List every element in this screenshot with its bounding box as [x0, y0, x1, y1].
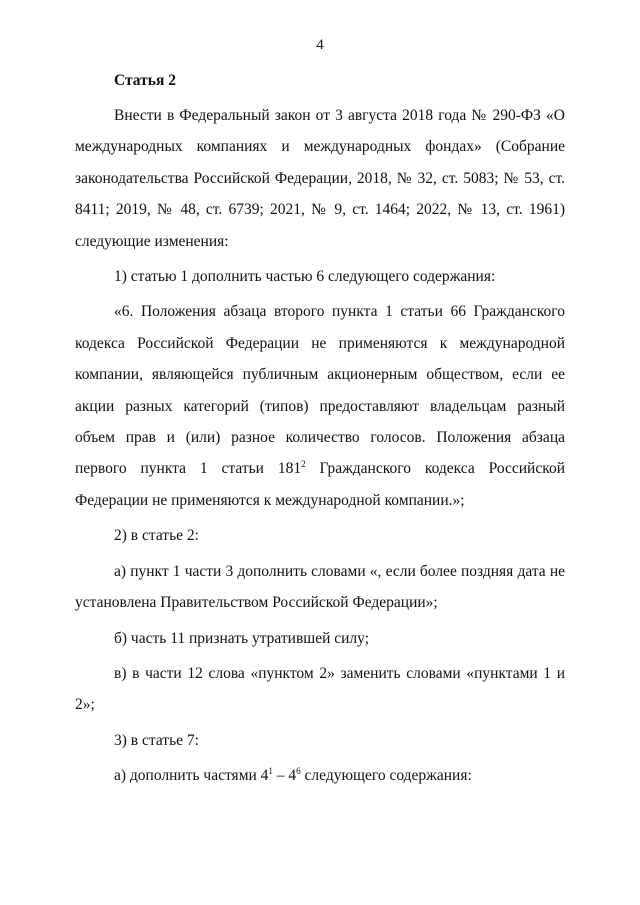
page-number: 4 — [316, 37, 324, 53]
part-6-superscript: 2 — [301, 459, 306, 470]
article-heading: Статья 2 — [114, 72, 176, 89]
paragraph-subitem-a-2 — [75, 760, 565, 791]
subitem-a-2-text-end: следующего содержания: — [300, 767, 472, 785]
subitem-a-2-superscript-2: 6 — [296, 766, 301, 777]
paragraph-item-2: 2) в статье 2: — [114, 527, 199, 545]
subitem-a-2-superscript-1: 1 — [268, 766, 273, 777]
paragraph-intro: Внести в Федеральный закон от 3 августа 2018 года № 290-ФЗ «О международных компаниях и международных фондах» (Собрание законодательства Российской Федерации, 2018, № 32, ст. 5083; № 53, ст. 8411; 2019, № 48, ст. 6739; 2021, № 9, ст. 1464; 2022, № 13, ст. 1961) следующие изменения: — [75, 107, 565, 250]
paragraph-subitem-v: в) в части 12 слова «пунктом 2» заменить словами «пунктами 1 и 2»; — [75, 664, 565, 714]
paragraph-item-3: 3) в статье 7: — [114, 731, 199, 749]
part-6-text-end: Гражданского кодекса Российской Федерации не применяются к международной компании.»; — [75, 460, 565, 509]
paragraph-part-6 — [75, 296, 565, 516]
document-body — [75, 66, 565, 796]
paragraph-subitem-b: б) часть 11 признать утратившей силу; — [114, 629, 370, 647]
part-6-text: «6. Положения абзаца второго пункта 1 статьи 66 Гражданского кодекса Российской Федерации не применяются к международной компании, являющейся публичным акционерным обществом, если ее акции разных категорий (типов) предоставляют владельцам разный объем прав и (или) разное количество голосов. Положения абзаца первого пункта 1 статьи 181 — [75, 303, 565, 478]
paragraph-item-1: 1) статью 1 дополнить частью 6 следующего содержания: — [114, 268, 496, 286]
subitem-a-2-dash: – 4 — [272, 767, 297, 785]
subitem-a-2-text: а) дополнить частями 4 — [114, 767, 269, 785]
paragraph-subitem-a: а) пункт 1 части 3 дополнить словами «, если более поздняя дата не установлена Правительством Российской Федерации»; — [75, 562, 565, 612]
